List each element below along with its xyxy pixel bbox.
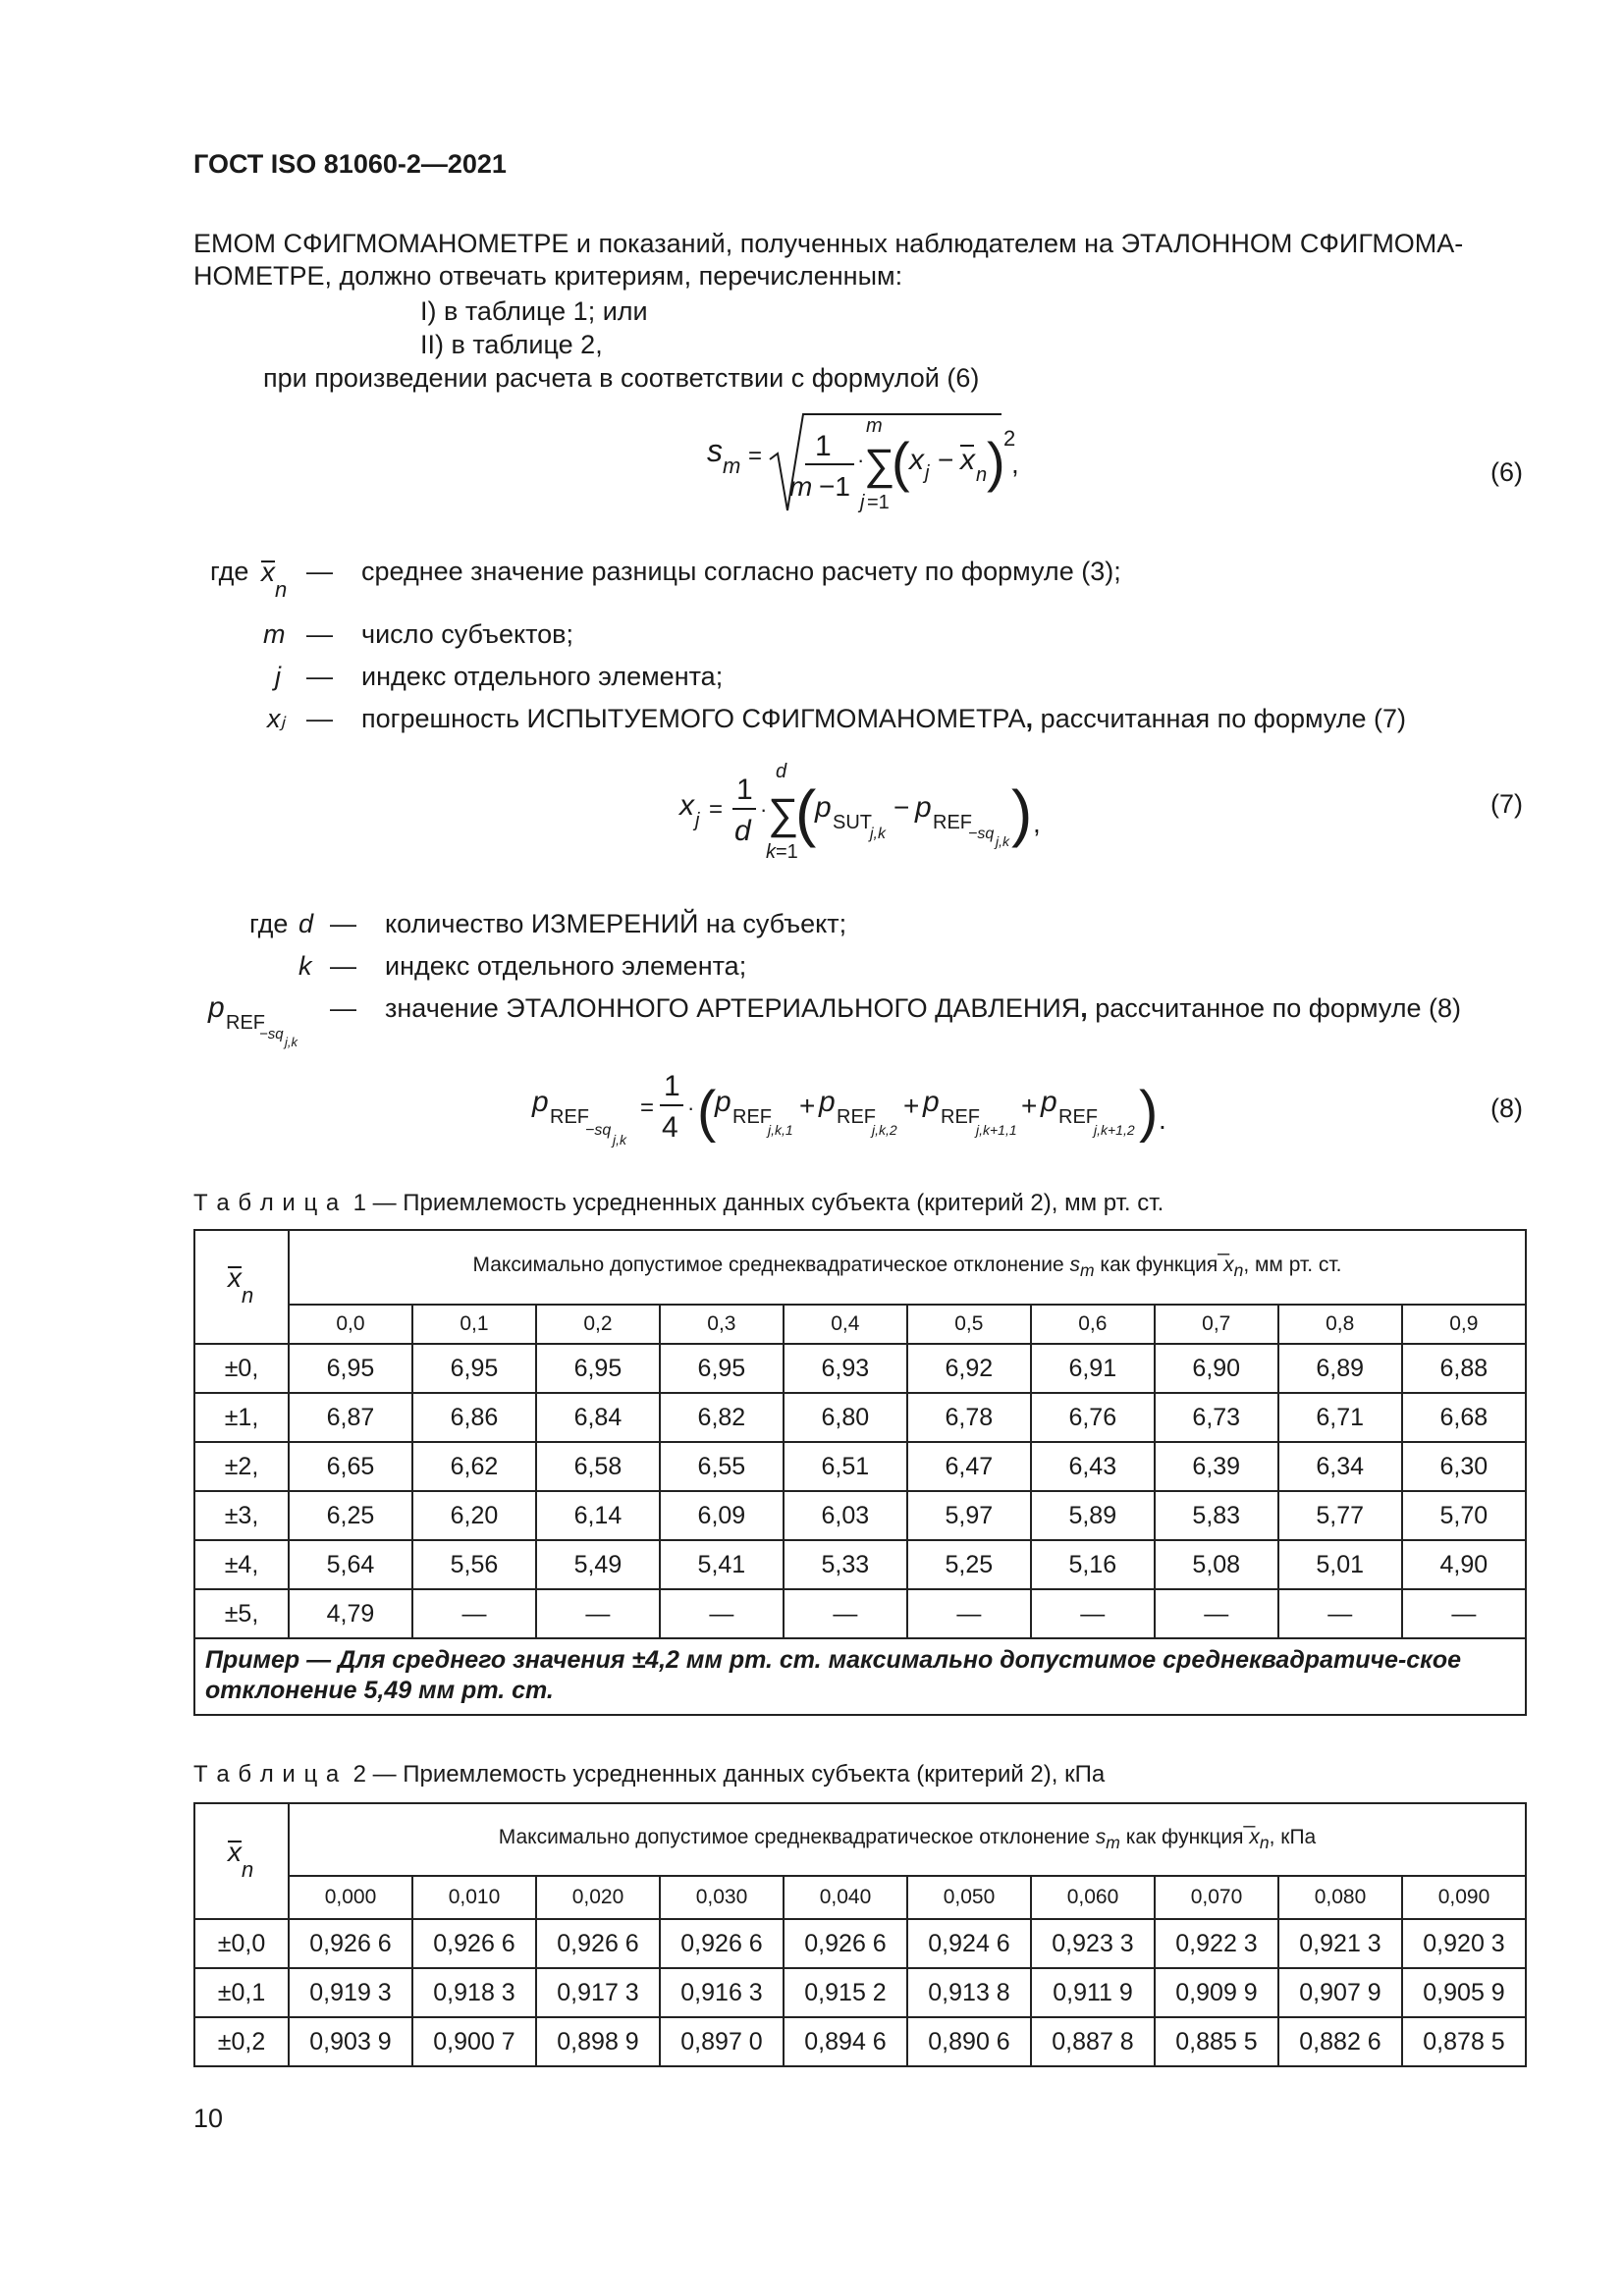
table-cell: 5,41 [660, 1540, 784, 1589]
intro-line-5: при произведении расчета в соответствии с формулой (6) [263, 363, 980, 393]
svg-text:j,k: j,k [285, 1035, 298, 1049]
svg-text:−sq: −sq [259, 1026, 284, 1042]
xn-bar-icon [222, 1836, 261, 1881]
table-cell: 0,921 3 [1278, 1919, 1402, 1968]
svg-text:REF: REF [226, 1012, 265, 1034]
table-cell: 6,95 [289, 1344, 412, 1393]
table-cell: 0,926 6 [660, 1919, 784, 1968]
svg-text:−1: −1 [819, 471, 850, 502]
table2-col-header: 0,010 [412, 1876, 536, 1919]
table-cell: 6,14 [536, 1491, 660, 1540]
table-row [194, 1393, 1526, 1442]
svg-text:m: m [866, 415, 883, 437]
table2-col-header: 0,090 [1402, 1876, 1526, 1919]
svg-text:=1: =1 [776, 841, 798, 863]
table-cell: 6,20 [412, 1491, 536, 1540]
table2-col-header: 0,030 [660, 1876, 784, 1919]
svg-text:REF: REF [837, 1106, 876, 1128]
table-cell: 6,82 [660, 1393, 784, 1442]
formula-6 [687, 402, 1021, 520]
symbol-d: d [298, 909, 314, 938]
svg-text:1: 1 [736, 774, 753, 806]
table-cell: 5,70 [1402, 1491, 1526, 1540]
row-label: ±0, [194, 1344, 289, 1393]
formula-7-number: (7) [1490, 789, 1523, 819]
table-cell: 6,73 [1155, 1393, 1278, 1442]
svg-text:REF: REF [732, 1106, 772, 1128]
svg-text:k: k [766, 841, 776, 863]
row-label: ±0,0 [194, 1919, 289, 1968]
where-k-text: индекс отдельного элемента; [385, 951, 747, 981]
svg-text:+: + [903, 1091, 920, 1121]
svg-text:+: + [799, 1091, 816, 1121]
svg-text:−: − [938, 445, 954, 475]
svg-text:d: d [776, 761, 787, 782]
svg-text:(: ( [795, 777, 817, 848]
where-j-text: индекс отдельного элемента; [361, 662, 724, 691]
table-cell: 0,926 6 [412, 1919, 536, 1968]
svg-text:=: = [640, 1095, 655, 1121]
table-cell: — [412, 1589, 536, 1638]
table1-caption: Т а б л и ц а 1 — Приемлемость усредненных данных субъекта (критерий 2), мм рт. ст. [193, 1190, 1164, 1216]
svg-text:=1: =1 [867, 492, 890, 513]
table1-col-header: 0,4 [784, 1305, 907, 1344]
table1-header-xn [194, 1230, 289, 1344]
table-cell: 4,90 [1402, 1540, 1526, 1589]
table-cell: 6,95 [536, 1344, 660, 1393]
table-cell: 6,34 [1278, 1442, 1402, 1491]
table-cell: — [1155, 1589, 1278, 1638]
svg-text:=: = [748, 443, 763, 469]
table1-col-header: 0,8 [1278, 1305, 1402, 1344]
svg-text:n: n [976, 464, 988, 486]
table-cell: — [1402, 1589, 1526, 1638]
symbol-xn-bar [259, 556, 298, 601]
where-d-text: количество ИЗМЕРЕНИЙ на субъект; [385, 909, 847, 938]
table-cell: 0,898 9 [536, 2017, 660, 2066]
table1-col-header: 0,9 [1402, 1305, 1526, 1344]
svg-text:j: j [860, 492, 865, 513]
dash: — [330, 993, 356, 1023]
table-cell: 5,89 [1031, 1491, 1155, 1540]
where-xn-text: среднее значение разницы согласно расчету по формуле (3); [361, 557, 1121, 586]
svg-text:·: · [760, 797, 768, 822]
table-row [194, 1968, 1526, 2017]
svg-text:REF: REF [550, 1106, 589, 1128]
table-cell: 6,93 [784, 1344, 907, 1393]
svg-text:−: − [893, 792, 910, 823]
svg-text:p: p [815, 791, 832, 824]
where-label: где [210, 557, 249, 586]
svg-text:s: s [707, 433, 723, 468]
table1-col-header: 0,2 [536, 1305, 660, 1344]
table-cell: 6,47 [907, 1442, 1031, 1491]
table-cell: 6,91 [1031, 1344, 1155, 1393]
symbol-xj: xⱼ [267, 704, 286, 733]
table-cell: 6,30 [1402, 1442, 1526, 1491]
table-cell: 6,43 [1031, 1442, 1155, 1491]
table-cell: 0,922 3 [1155, 1919, 1278, 1968]
svg-text:x: x [261, 557, 275, 587]
svg-text:j: j [925, 462, 930, 484]
svg-text:j,k+1,1: j,k+1,1 [976, 1122, 1017, 1138]
table-cell: 0,923 3 [1031, 1919, 1155, 1968]
table-row [194, 1540, 1526, 1589]
table-cell: 6,62 [412, 1442, 536, 1491]
table-cell: 0,915 2 [784, 1968, 907, 2017]
svg-text:.: . [1159, 1104, 1166, 1135]
table1-col-header: 0,1 [412, 1305, 536, 1344]
table2-col-header: 0,040 [784, 1876, 907, 1919]
svg-text:∑: ∑ [768, 790, 799, 838]
row-label: ±0,1 [194, 1968, 289, 2017]
svg-text:·: · [687, 1095, 695, 1120]
dash: — [306, 619, 333, 649]
formula-7 [668, 756, 1060, 864]
table-row [194, 1491, 1526, 1540]
row-label: ±1, [194, 1393, 289, 1442]
where-xj-text: погрешность ИСПЫТУЕМОГО СФИГМОМАНОМЕТРА, рассчитанная по формуле (7) [361, 704, 1407, 733]
table-cell: 0,903 9 [289, 2017, 412, 2066]
table-cell: 0,924 6 [907, 1919, 1031, 1968]
where-m-text: число субъектов; [361, 619, 574, 649]
formula-8 [524, 1060, 1212, 1158]
where-label-2: где [249, 909, 289, 938]
table-cell: 0,926 6 [289, 1919, 412, 1968]
table2-header-xn [194, 1803, 289, 1919]
table-cell: 6,95 [412, 1344, 536, 1393]
svg-text:p: p [819, 1086, 836, 1118]
svg-text:p: p [532, 1086, 549, 1118]
table-cell: 6,95 [660, 1344, 784, 1393]
dash: — [330, 909, 356, 938]
table-cell: 6,87 [289, 1393, 412, 1442]
table-cell: 4,79 [289, 1589, 412, 1638]
symbol-pref-sq [204, 988, 322, 1054]
formula-6-number: (6) [1490, 457, 1523, 487]
svg-text:1: 1 [815, 430, 832, 462]
svg-text:REF: REF [933, 812, 972, 833]
table-cell: 6,92 [907, 1344, 1031, 1393]
row-label: ±5, [194, 1589, 289, 1638]
table-cell: 6,76 [1031, 1393, 1155, 1442]
table2-col-header: 0,060 [1031, 1876, 1155, 1919]
table-cell: 0,882 6 [1278, 2017, 1402, 2066]
table-cell: 5,97 [907, 1491, 1031, 1540]
svg-text:x: x [228, 1836, 242, 1867]
formula-8-number: (8) [1490, 1094, 1523, 1123]
svg-text:p: p [923, 1086, 940, 1118]
svg-text:j,k: j,k [870, 826, 886, 842]
symbol-k: k [298, 951, 312, 981]
table-cell: 6,78 [907, 1393, 1031, 1442]
dash: — [306, 662, 333, 691]
dash: — [330, 951, 356, 981]
svg-text:n: n [242, 1282, 254, 1307]
table-cell: 5,49 [536, 1540, 660, 1589]
row-label: ±0,2 [194, 2017, 289, 2066]
table-cell: 0,905 9 [1402, 1968, 1526, 2017]
table-cell: 0,918 3 [412, 1968, 536, 2017]
table-cell: 6,09 [660, 1491, 784, 1540]
table-cell: 6,39 [1155, 1442, 1278, 1491]
svg-text:j,k: j,k [613, 1132, 626, 1148]
row-label: ±4, [194, 1540, 289, 1589]
table-cell: 6,68 [1402, 1393, 1526, 1442]
table-cell: 6,65 [289, 1442, 412, 1491]
table-cell: 5,01 [1278, 1540, 1402, 1589]
svg-text:x: x [228, 1261, 242, 1293]
svg-text:j,k: j,k [996, 833, 1009, 849]
svg-text:4: 4 [662, 1111, 678, 1144]
dash: — [306, 704, 333, 733]
table-row [194, 2017, 1526, 2066]
table-cell: 6,58 [536, 1442, 660, 1491]
svg-text:m: m [723, 454, 741, 478]
table2-header-main: Максимально допустимое среднеквадратическое отклонение $s_m$ как функция ̅ $x_n$, кПа [289, 1803, 1526, 1876]
svg-text:p: p [715, 1086, 731, 1118]
svg-text:p: p [1041, 1086, 1057, 1118]
svg-text:m: m [789, 471, 813, 502]
svg-text:+: + [1021, 1091, 1038, 1121]
svg-text:1: 1 [664, 1070, 680, 1102]
svg-text:−sq: −sq [968, 826, 995, 842]
svg-text:(: ( [892, 431, 910, 493]
symbol-m: m [263, 619, 286, 649]
table-cell: — [1278, 1589, 1402, 1638]
table-cell: 0,878 5 [1402, 2017, 1526, 2066]
svg-text:=: = [709, 796, 724, 823]
table-cell: 6,88 [1402, 1344, 1526, 1393]
table1-col-header: 0,5 [907, 1305, 1031, 1344]
intro-item-2: II) в таблице 2, [420, 330, 603, 359]
table-cell: 0,926 6 [784, 1919, 907, 1968]
svg-text:p: p [208, 991, 225, 1024]
table-cell: 5,56 [412, 1540, 536, 1589]
svg-text:REF: REF [1058, 1106, 1098, 1128]
svg-text:n: n [242, 1856, 254, 1881]
table-cell: 0,916 3 [660, 1968, 784, 2017]
symbol-j: j [275, 662, 281, 691]
table-cell: — [1031, 1589, 1155, 1638]
svg-text:): ) [1139, 1080, 1159, 1144]
where-pref-text: значение ЭТАЛОННОГО АРТЕРИАЛЬНОГО ДАВЛЕНИЯ, рассчитанное по формуле (8) [385, 993, 1462, 1023]
svg-text:n: n [275, 577, 288, 601]
svg-text:,: , [1011, 449, 1019, 479]
table-cell: 0,900 7 [412, 2017, 536, 2066]
svg-text:j: j [695, 810, 700, 831]
table-cell: 0,909 9 [1155, 1968, 1278, 2017]
document-header: ГОСТ ISO 81060-2—2021 [193, 149, 507, 179]
svg-text:): ) [987, 431, 1005, 493]
row-label: ±3, [194, 1491, 289, 1540]
table-cell: 6,89 [1278, 1344, 1402, 1393]
svg-text:j,k,2: j,k,2 [872, 1122, 897, 1138]
table-cell: 0,897 0 [660, 2017, 784, 2066]
table-cell: 0,907 9 [1278, 1968, 1402, 2017]
svg-text:j,k+1,2: j,k+1,2 [1094, 1122, 1135, 1138]
table-cell: 6,86 [412, 1393, 536, 1442]
table-cell: 0,885 5 [1155, 2017, 1278, 2066]
table-cell: 0,926 6 [536, 1919, 660, 1968]
table-cell: 0,920 3 [1402, 1919, 1526, 1968]
table-cell: 6,90 [1155, 1344, 1278, 1393]
table-cell: 5,83 [1155, 1491, 1278, 1540]
page-number: 10 [193, 2104, 224, 2133]
table1-column-headers [194, 1305, 1526, 1344]
table-cell: 6,03 [784, 1491, 907, 1540]
table-cell: — [660, 1589, 784, 1638]
table-cell: 5,25 [907, 1540, 1031, 1589]
table-cell: 5,16 [1031, 1540, 1155, 1589]
table-cell: — [784, 1589, 907, 1638]
table-cell: 5,33 [784, 1540, 907, 1589]
table-cell: — [907, 1589, 1031, 1638]
table1-col-header: 0,6 [1031, 1305, 1155, 1344]
table-cell: 0,887 8 [1031, 2017, 1155, 2066]
dash: — [306, 557, 333, 586]
table-row [194, 1589, 1526, 1638]
svg-text:): ) [1011, 777, 1033, 848]
table1-header-main: Максимально допустимое среднеквадратическое отклонение $s_m$ как функция ̅ $x_n$, мм рт. ст. [289, 1230, 1526, 1305]
table-cell: 6,84 [536, 1393, 660, 1442]
table-cell: 0,911 9 [1031, 1968, 1155, 2017]
svg-text:−sq: −sq [585, 1122, 612, 1139]
table2-col-header: 0,070 [1155, 1876, 1278, 1919]
table2-column-headers [194, 1876, 1526, 1919]
svg-text:d: d [734, 815, 751, 847]
svg-text:x: x [909, 444, 924, 476]
table-cell: 6,25 [289, 1491, 412, 1540]
svg-text:j,k,1: j,k,1 [768, 1122, 793, 1138]
table-2 [193, 1802, 1527, 2067]
row-label: ±2, [194, 1442, 289, 1491]
table1-col-header: 0,3 [660, 1305, 784, 1344]
table2-col-header: 0,020 [536, 1876, 660, 1919]
table-cell: 0,913 8 [907, 1968, 1031, 2017]
table-1 [193, 1229, 1527, 1716]
table2-caption: Т а б л и ц а 2 — Приемлемость усредненных данных субъекта (критерий 2), кПа [193, 1761, 1106, 1788]
table2-col-header: 0,050 [907, 1876, 1031, 1919]
table-row [194, 1919, 1526, 1968]
intro-line-1: ЕМОМ СФИГМОМАНОМЕТРЕ и показаний, полученных наблюдателем на ЭТАЛОННОМ СФИГМОМА- [193, 229, 1464, 258]
table-cell: 6,80 [784, 1393, 907, 1442]
svg-text:∑: ∑ [864, 441, 895, 489]
table2-col-header: 0,080 [1278, 1876, 1402, 1919]
table1-example-note: Пример — Для среднего значения ±4,2 мм рт. ст. максимально допустимое среднеквадратиче-ское отклонение 5,49 мм рт. ст. [194, 1638, 1526, 1715]
table-cell: 5,77 [1278, 1491, 1402, 1540]
table-row [194, 1344, 1526, 1393]
table1-col-header: 0,0 [289, 1305, 412, 1344]
table-cell: 5,08 [1155, 1540, 1278, 1589]
table-cell: 0,917 3 [536, 1968, 660, 2017]
table2-col-header: 0,000 [289, 1876, 412, 1919]
table-cell: 0,890 6 [907, 2017, 1031, 2066]
table-cell: 0,919 3 [289, 1968, 412, 2017]
table-cell: 6,51 [784, 1442, 907, 1491]
table-cell: 6,55 [660, 1442, 784, 1491]
table-cell: 0,894 6 [784, 2017, 907, 2066]
table1-col-header: 0,7 [1155, 1305, 1278, 1344]
svg-text:(: ( [697, 1080, 717, 1144]
svg-text:REF: REF [941, 1106, 980, 1128]
svg-text:x: x [960, 444, 975, 476]
svg-text:2: 2 [1003, 426, 1016, 451]
svg-text:SUT: SUT [833, 812, 872, 833]
svg-text:,: , [1033, 808, 1041, 838]
table-cell: 5,64 [289, 1540, 412, 1589]
intro-item-1: I) в таблице 1; или [420, 296, 648, 326]
intro-line-2: НОМЕТРЕ, должно отвечать критериям, перечисленным: [193, 261, 903, 291]
xn-bar-icon [222, 1261, 261, 1307]
table-row [194, 1442, 1526, 1491]
svg-text:p: p [915, 791, 932, 824]
svg-text:x: x [679, 789, 694, 822]
table-cell: 6,71 [1278, 1393, 1402, 1442]
table-cell: — [536, 1589, 660, 1638]
svg-text:·: · [857, 448, 865, 472]
